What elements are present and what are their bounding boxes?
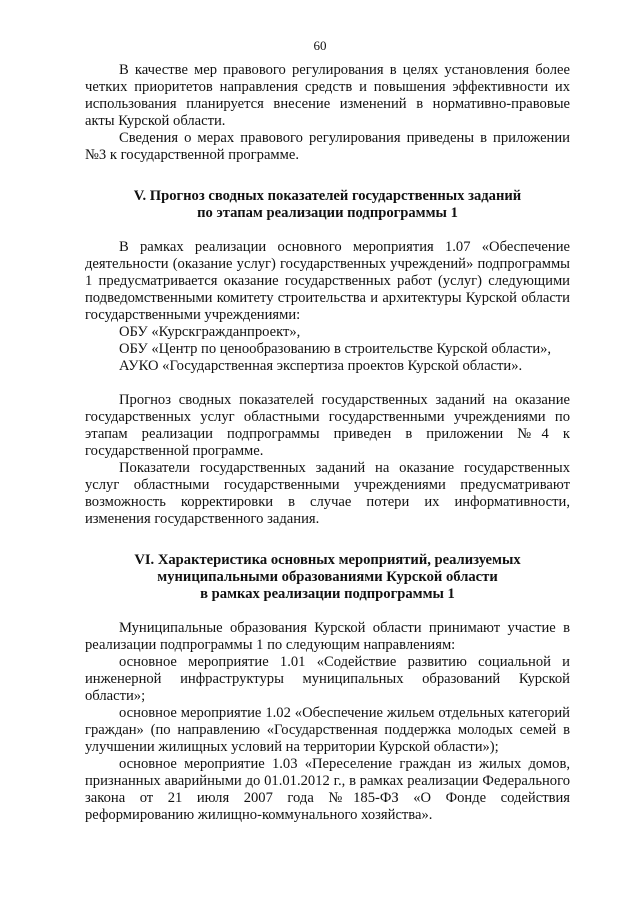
page-content (85, 62, 570, 824)
section-6-paragraph-1: Муниципальные образования Курской области принимают участие в реализации подпрограммы 1 по следующим направлениям: (85, 620, 570, 653)
measure-item: основное мероприятие 1.02 «Обеспечение жильем отдельных категорий граждан» (по направлению «Государственная поддержка молодых семей в улучшении жилищных условий на территории Курской области»); (85, 705, 570, 755)
section-5-paragraph-2: Прогноз сводных показателей государственных заданий на оказание государственных услуг областными государственными учреждениями по этапам реализации подпрограммы приведен в приложении №4 к государственной программе. (85, 392, 570, 459)
institution-item: ОБУ «Курскгражданпроект», (119, 324, 301, 340)
section-6-heading-line-1: VI. Характеристика основных мероприятий, реализуемых (134, 552, 521, 568)
measure-item: основное мероприятие 1.03 «Переселение граждан из жилых домов, признанных аварийными до 01.01.2012 г., в рамках реализации Федерального закона от 21 июля 2007 года №185-ФЗ «О Фонде содействия реформированию жилищно-коммунального хозяйства». (85, 756, 570, 823)
intro-paragraph-1: В качестве мер правового регулирования в целях установления более четких приоритетов направления средств и повышения эффективности их использования планируется внесение изменений в нормативно-правовые акты Курской области. (85, 62, 570, 129)
measure-item: основное мероприятие 1.01 «Содействие развитию социальной и инженерной инфраструктуры муниципальных образований Курской области»; (85, 654, 570, 704)
section-5-heading-line-2: по этапам реализации подпрограммы 1 (197, 205, 458, 221)
section-5-heading-line-1: V. Прогноз сводных показателей государственных заданий (133, 188, 522, 204)
intro-paragraph-2: Сведения о мерах правового регулирования приведены в приложении №3 к государственной программе. (85, 130, 570, 163)
section-5-paragraph-1: В рамках реализации основного мероприятия 1.07 «Обеспечение деятельности (оказание услуг) государственных учреждений» подпрограммы 1 предусматривается оказание государственных работ (услуг) следующими подведомственными комитету строительства и архитектуры Курской области государственными учреждениями: (85, 239, 570, 323)
section-6-heading-line-3: в рамках реализации подпрограммы 1 (200, 586, 455, 602)
page-number: 60 (313, 38, 327, 53)
section-6-heading (85, 552, 570, 603)
section-6-heading-line-2: муниципальными образованиями Курской области (157, 569, 498, 585)
section-5-heading (85, 188, 570, 222)
institution-item: АУКО «Государственная экспертиза проектов Курской области». (119, 358, 523, 374)
section-5-paragraph-3: Показатели государственных заданий на оказание государственных услуг областными государственными учреждениями предусматривают возможность корректировки в случае потери их информативности, изменения государственного задания. (85, 460, 570, 527)
institution-item: ОБУ «Центр по ценообразованию в строительстве Курской области», (119, 341, 552, 357)
